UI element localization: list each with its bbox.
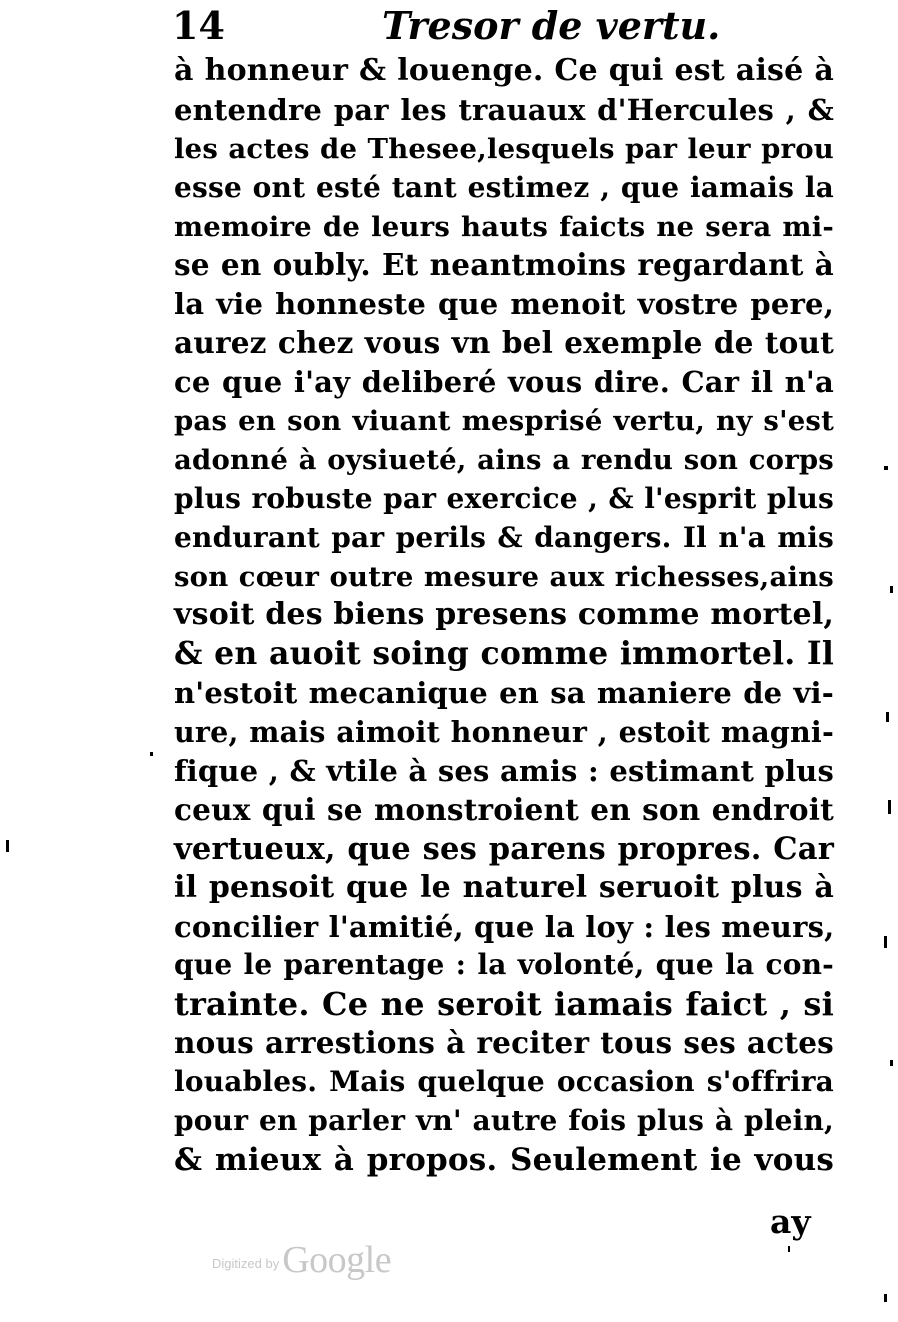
digitized-by-google-watermark	[212, 1238, 391, 1282]
catchword: ay	[770, 1202, 811, 1241]
text-line: trainte. Ce ne seroit iamais faict , si	[174, 985, 834, 1024]
text-line: pas en son viuant mesprisé vertu, ny s'est	[174, 405, 834, 438]
scan-speck	[888, 800, 891, 814]
text-line: se en oubly. Et neantmoins regardant à	[174, 247, 834, 283]
text-line: memoire de leurs hauts faicts ne sera mi-	[174, 210, 834, 243]
text-line: vertueux, que ses parens propres. Car	[174, 830, 834, 867]
text-line: adonné à oysiueté, ains a rendu son corps	[174, 443, 834, 476]
text-line: aurez chez vous vn bel exemple de tout	[174, 325, 834, 361]
text-line: fique , & vtile à ses amis : estimant plus	[174, 754, 834, 789]
text-line: esse ont esté tant estimez , que iamais la	[174, 170, 834, 204]
text-line: & en auoit soing comme immortel. Il	[174, 635, 834, 673]
text-line: que le parentage : la volonté, que la con-	[174, 948, 834, 982]
page-number: 14	[172, 3, 225, 48]
scan-speck	[884, 1294, 887, 1302]
text-line: endurant par perils & dangers. Il n'a mis	[174, 520, 834, 554]
text-line: il pensoit que le naturel seruoit plus à	[174, 869, 834, 905]
text-line: à honneur & louenge. Ce qui est aisé à	[174, 53, 834, 88]
text-line: la vie honneste que menoit vostre pere,	[174, 287, 834, 322]
text-line: plus robuste par exercice , & l'esprit plus	[174, 481, 834, 515]
text-line: entendre par les trauaux d'Hercules , &	[174, 92, 834, 127]
body-text	[174, 52, 834, 1180]
scan-speck	[788, 1246, 790, 1252]
text-line: vsoit des biens presens comme mortel,	[174, 597, 835, 633]
text-line: nous arrestions à reciter tous ses actes	[174, 1025, 834, 1061]
text-line: louables. Mais quelque occasion s'offrira	[174, 1065, 834, 1099]
text-line: & mieux à propos. Seulement ie vous	[174, 1141, 834, 1178]
scan-speck	[884, 936, 887, 948]
scan-speck	[884, 466, 888, 470]
scan-speck	[890, 586, 893, 593]
watermark-prefix: Digitized by	[212, 1256, 280, 1271]
text-line: ceux qui se monstroient en son endroit	[174, 791, 834, 827]
scan-speck	[150, 752, 153, 756]
google-logo: Google	[282, 1239, 392, 1281]
text-line: concilier l'amitié, que la loy : les meurs,	[174, 909, 835, 944]
text-line: pour en parler vn' autre fois plus à plein,	[174, 1104, 834, 1138]
text-line: son cœur outre mesure aux richesses,ains	[174, 560, 834, 593]
text-line: les actes de Thesee,lesquels par leur prou	[174, 132, 834, 165]
scan-speck	[890, 1060, 893, 1066]
text-line: n'estoit mecanique en sa maniere de vi-	[174, 676, 834, 711]
scan-speck	[6, 840, 9, 852]
page-header	[172, 3, 721, 48]
running-title: Tresor de vertu.	[382, 3, 721, 48]
text-line: ce que i'ay deliberé vous dire. Car il n'a	[174, 365, 834, 400]
scan-speck	[886, 712, 889, 722]
text-line: ure, mais aimoit honneur , estoit magni-	[174, 715, 834, 750]
